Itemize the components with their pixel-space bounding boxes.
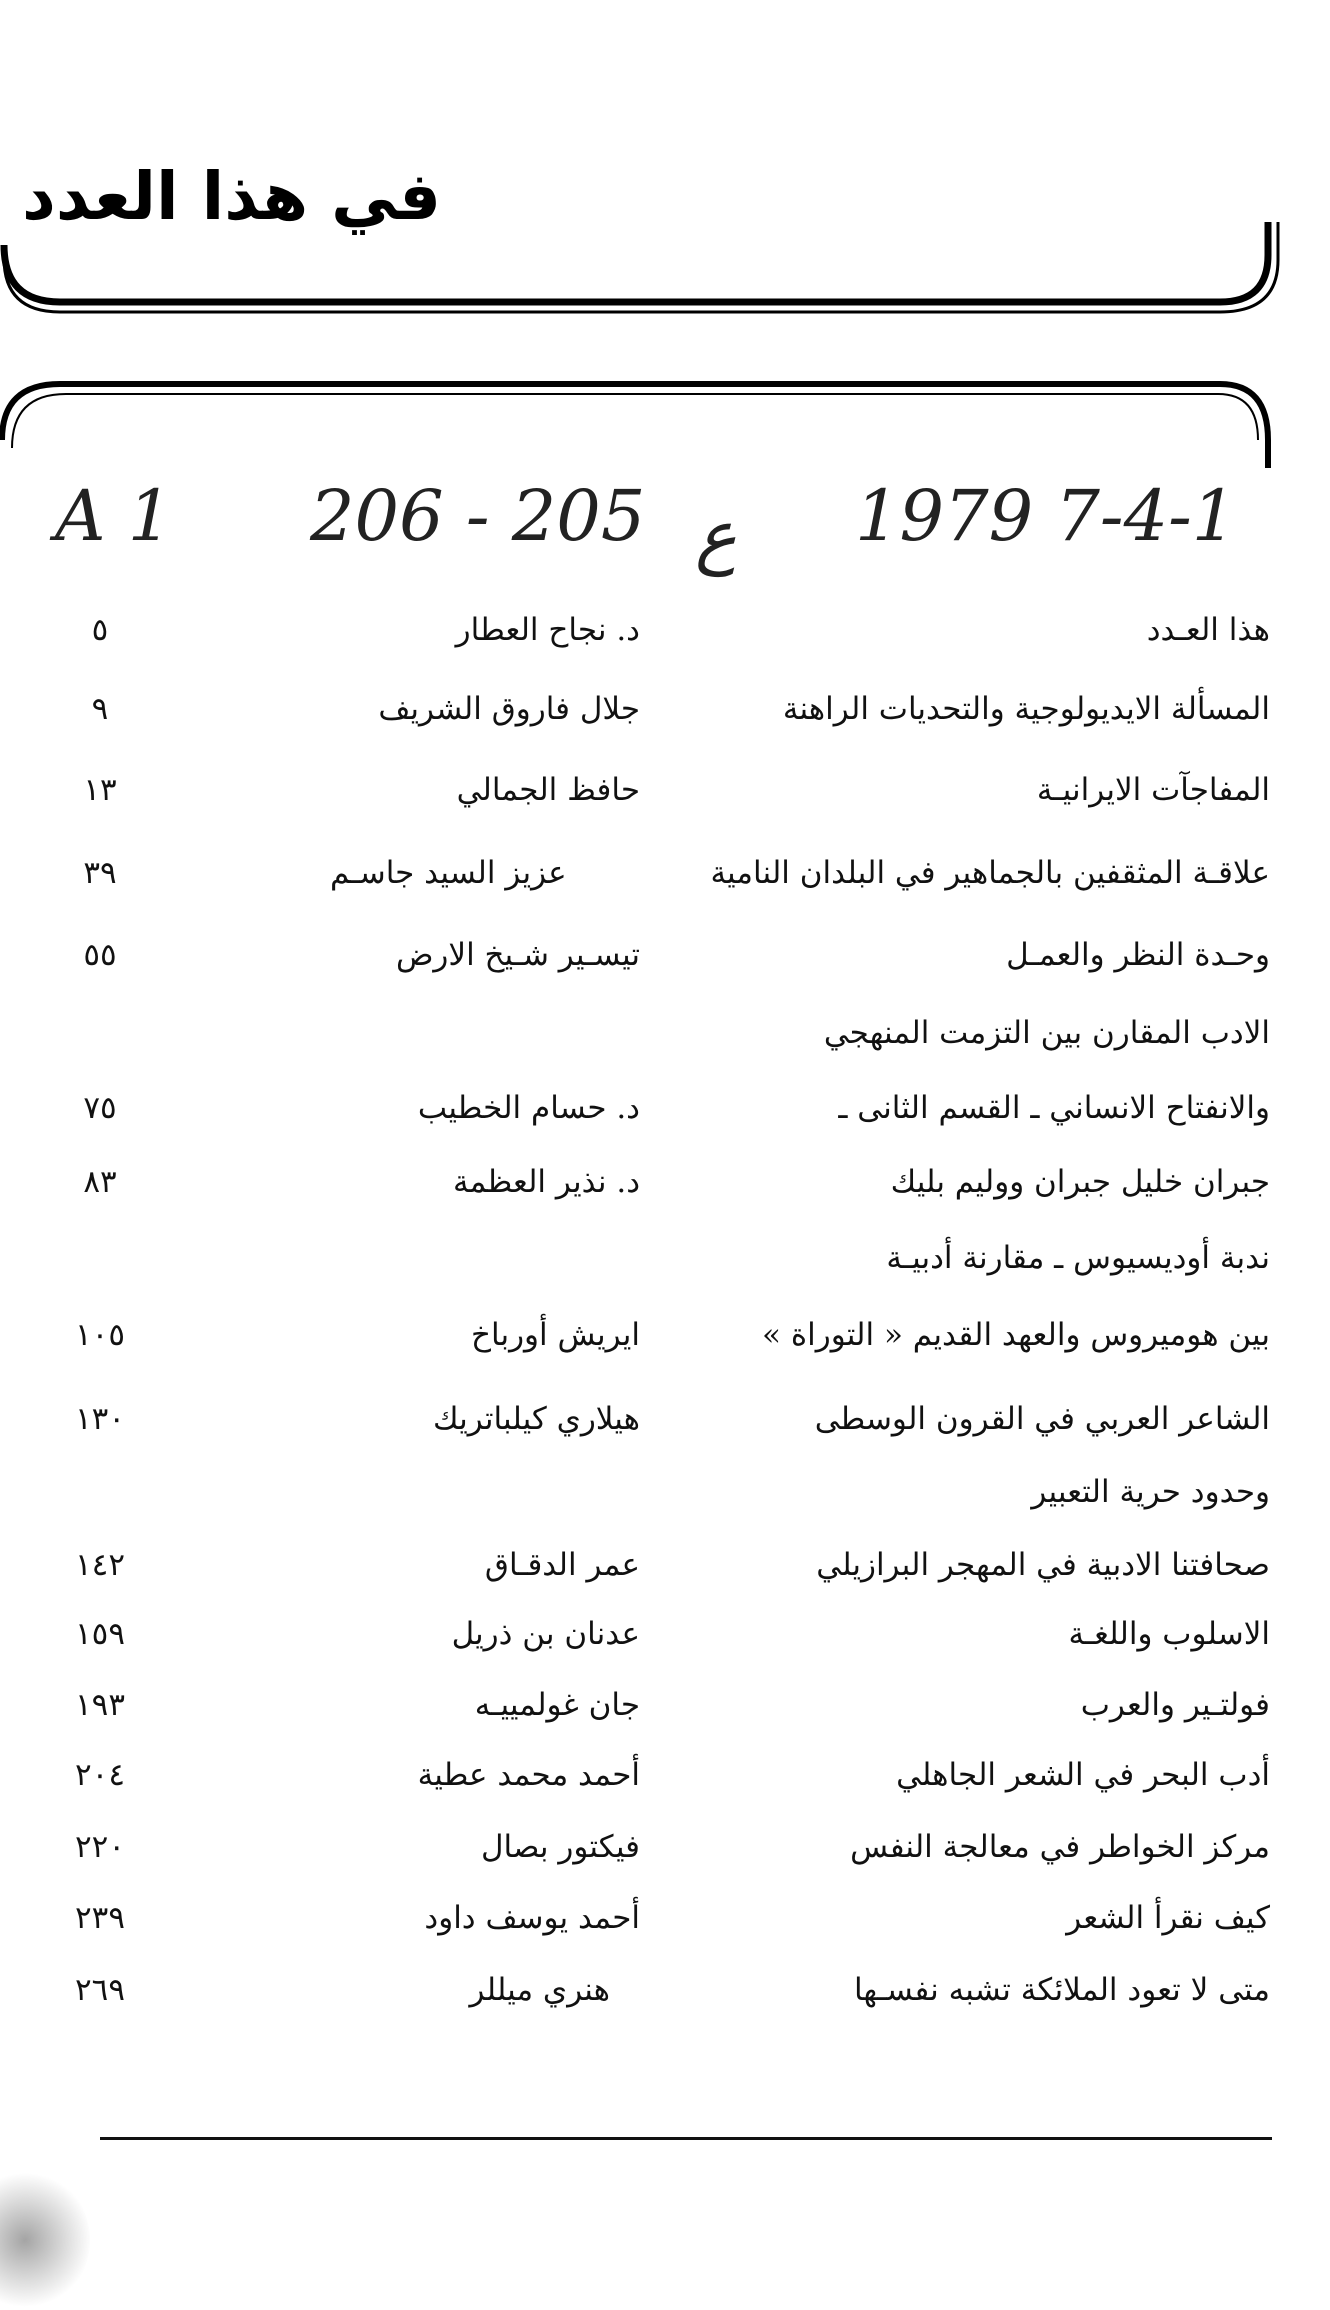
page-number: ٢٦٩: [75, 1972, 125, 2008]
toc-row: [0, 760, 1330, 820]
page-number: ١٥٩: [75, 1616, 125, 1652]
article-author: عدنان بن ذريل: [451, 1616, 640, 1652]
article-author: جان غولمييـه: [474, 1687, 640, 1723]
article-title: والانفتاح الانساني ـ القسم الثانى ـ: [838, 1090, 1270, 1126]
article-title: ندبة أوديسيوس ـ مقارنة أدبيـة: [886, 1240, 1270, 1276]
article-title: متى لا تعود الملائكة تشبه نفسـها: [853, 1972, 1270, 2008]
article-title: المسألة الايديولوجية والتحديات الراهنة: [782, 691, 1270, 727]
page-number: ١٣٠: [75, 1401, 125, 1437]
toc-row: [0, 1152, 1330, 1212]
page-number: ١٠٥: [75, 1317, 125, 1353]
toc-row: [0, 1675, 1330, 1735]
article-author: حافظ الجمالي: [456, 772, 640, 808]
article-title: المفاجآت الايرانيـة: [1036, 772, 1270, 808]
page-number: ٥٥: [83, 937, 117, 973]
toc-row: [0, 925, 1330, 985]
page-number: ٩: [91, 691, 109, 727]
toc-row: [0, 600, 1330, 660]
page-number: ٢٣٩: [75, 1900, 125, 1936]
toc-row: [0, 1888, 1330, 1948]
article-author: د. نذير العظمة: [453, 1164, 640, 1200]
article-author: أحمد محمد عطية: [417, 1757, 640, 1793]
toc-row: [0, 1535, 1330, 1595]
article-author: جلال فاروق الشريف: [378, 691, 640, 727]
catalog-note-part: A 1: [55, 475, 173, 557]
article-title: صحافتنا الادبية في المهجر البرازيلي: [816, 1547, 1270, 1583]
toc-row: [0, 1228, 1330, 1288]
toc-row: [0, 1745, 1330, 1805]
page-number: ١٩٣: [75, 1687, 125, 1723]
article-author: ايريش أورباخ: [471, 1317, 640, 1353]
contents-bracket: [2, 384, 1268, 468]
page-number: ٥: [91, 612, 109, 648]
bottom-divider: [100, 2137, 1272, 2140]
article-title: جبران خليل جبران ووليم بليك: [890, 1164, 1270, 1200]
article-author: د. حسام الخطيب: [417, 1090, 640, 1126]
toc-row: [0, 1604, 1330, 1664]
article-author: هنري ميللر: [469, 1972, 610, 2008]
header-bracket: [4, 222, 1268, 302]
toc-row: [0, 1078, 1330, 1138]
article-title: هذا العـدد: [1146, 612, 1270, 648]
article-title: بين هوميروس والعهد القديم « التوراة »: [762, 1317, 1270, 1353]
toc-row: [0, 1462, 1330, 1522]
article-title: فولتـير والعرب: [1080, 1687, 1270, 1723]
catalog-note-part: 206 - 205: [310, 475, 646, 557]
article-title: وحـدة النظر والعمـل: [1006, 937, 1270, 973]
article-title: علاقـة المثقفين بالجماهير في البلدان النامية: [710, 855, 1270, 891]
page-number: ٢٢٠: [75, 1829, 125, 1865]
article-author: عمر الدقـاق: [484, 1547, 640, 1583]
page-number: ١٣: [83, 772, 117, 808]
page-number: ٧٥: [83, 1090, 117, 1126]
article-title: وحدود حرية التعبير: [1031, 1474, 1270, 1510]
article-author: تيسـير شـيخ الارض: [395, 937, 640, 973]
article-title: الشاعر العربي في القرون الوسطى: [814, 1401, 1270, 1437]
article-title: مركز الخواطر في معالجة النفس: [850, 1829, 1270, 1865]
toc-row: [0, 1960, 1330, 2020]
catalog-note-part: 1979 7-4-1: [855, 475, 1237, 557]
toc-row: [0, 843, 1330, 903]
handwritten-catalog-note: [55, 475, 1295, 595]
page-number: ٣٩: [83, 855, 117, 891]
toc-row: [0, 1305, 1330, 1365]
toc-row: [0, 679, 1330, 739]
catalog-note-part: ع: [695, 495, 737, 577]
article-title: الاسلوب واللغـة: [1068, 1616, 1270, 1652]
toc-row: [0, 1817, 1330, 1877]
page-number: ١٤٢: [75, 1547, 125, 1583]
article-author: هيلاري كيلباتريك: [433, 1401, 640, 1437]
article-author: فيكتور بصال: [481, 1829, 640, 1865]
page-number: ٢٠٤: [75, 1757, 125, 1793]
article-author: عزيز السيد جاسـم: [330, 855, 567, 891]
article-title: كيف نقرأ الشعر: [1066, 1900, 1270, 1936]
article-title: الادب المقارن بين التزمت المنهجي: [823, 1015, 1270, 1051]
page-number: ٨٣: [83, 1164, 117, 1200]
article-author: د. نجاح العطار: [455, 612, 640, 648]
article-title: أدب البحر في الشعر الجاهلي: [896, 1757, 1270, 1793]
toc-row: [0, 1003, 1330, 1063]
article-author: أحمد يوسف داود: [424, 1900, 640, 1936]
toc-row: [0, 1389, 1330, 1449]
page-title: في هذا العدد: [22, 158, 442, 235]
